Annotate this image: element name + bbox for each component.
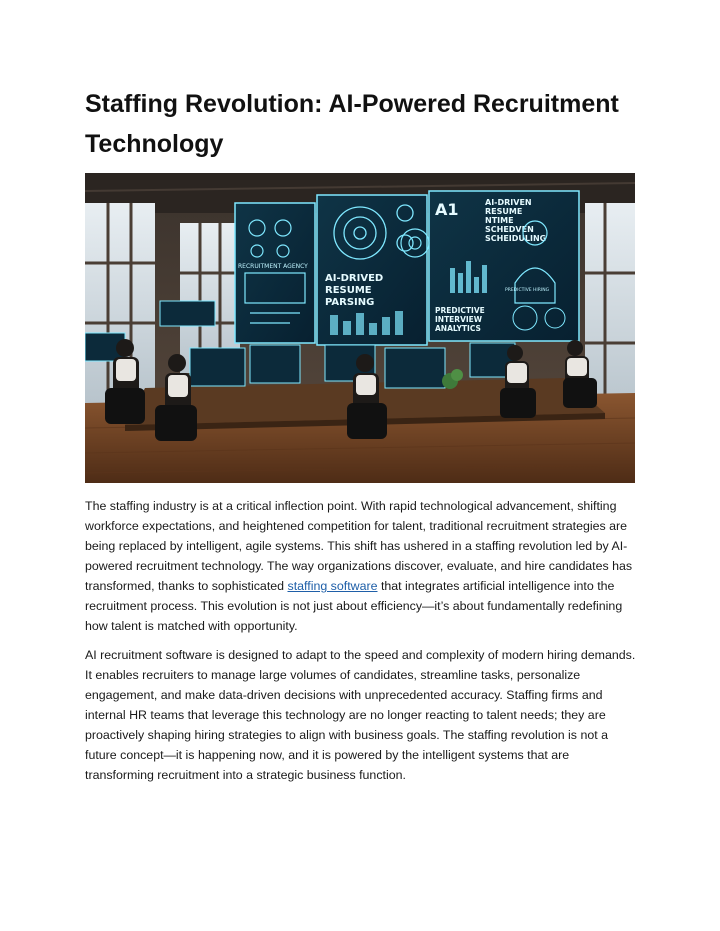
screen-label-ai: A1 xyxy=(435,200,459,219)
article-title: Staffing Revolution: AI-Powered Recruitment Technology xyxy=(85,90,619,158)
paragraph-1 xyxy=(85,496,637,636)
screen-label-predictive-small: PREDICTIVE HIRING xyxy=(505,288,550,293)
screen-label-sched-1: AI-DRIVEN xyxy=(485,198,532,207)
screen-label-sched-3: NTIME xyxy=(485,216,514,225)
paragraph-1-text-b: that integrates artificial intelligence into the recruitment process. This evolution is not just about efficiency—it’s about fundamentally redefining how talent is matched with opportunity. xyxy=(85,579,623,633)
screen-label-sched-5: SCHEIDULING xyxy=(485,234,547,243)
screen-label-parsing-2: RESUME xyxy=(325,285,372,296)
paragraph-1-text-a: The staffing industry is at a critical inflection point. With rapid technological advancement, shifting workforce expectations, and heightened competition for talent, traditional recruitment strategies are being replaced by intelligent, agile systems. This shift has ushered in a staffing revolution led by AI-powered recruitment technology. The way organizations discover, evaluate, and hire candidates has transformed, thanks to sophisticated xyxy=(85,499,633,593)
screen-label-predictive-2: INTERVIEW xyxy=(435,315,483,324)
screen-label-agency: RECRUITMENT AGENCY xyxy=(238,263,308,270)
hero-image xyxy=(85,173,635,483)
screen-label-sched-4: SCHEDVEN xyxy=(485,225,534,234)
paragraph-2: AI recruitment software is designed to adapt to the speed and complexity of modern hiring demands. It enables recruiters to manage large volumes of candidates, streamline tasks, personalize engagement, and make data-driven decisions with unprecedented accuracy. Staffing firms and internal HR teams that leverage this technology are no longer reacting to talent needs; they are proactively shaping hiring strategies to align with business goals. The staffing revolution is not a future concept—it is happening now, and it is powered by the intelligent systems that are transforming recruitment into a strategic business function. xyxy=(85,648,636,782)
screen-label-predictive-1: PREDICTIVE xyxy=(435,306,485,315)
staffing-software-link[interactable]: staffing software xyxy=(287,579,378,593)
screen-label-predictive-3: ANALYTICS xyxy=(435,324,481,333)
screen-label-parsing-1: AI-DRIVED xyxy=(325,273,384,284)
screen-label-parsing-3: PARSING xyxy=(325,297,375,308)
screen-label-sched-2: RESUME xyxy=(485,207,523,216)
hero-illustration xyxy=(85,173,635,483)
